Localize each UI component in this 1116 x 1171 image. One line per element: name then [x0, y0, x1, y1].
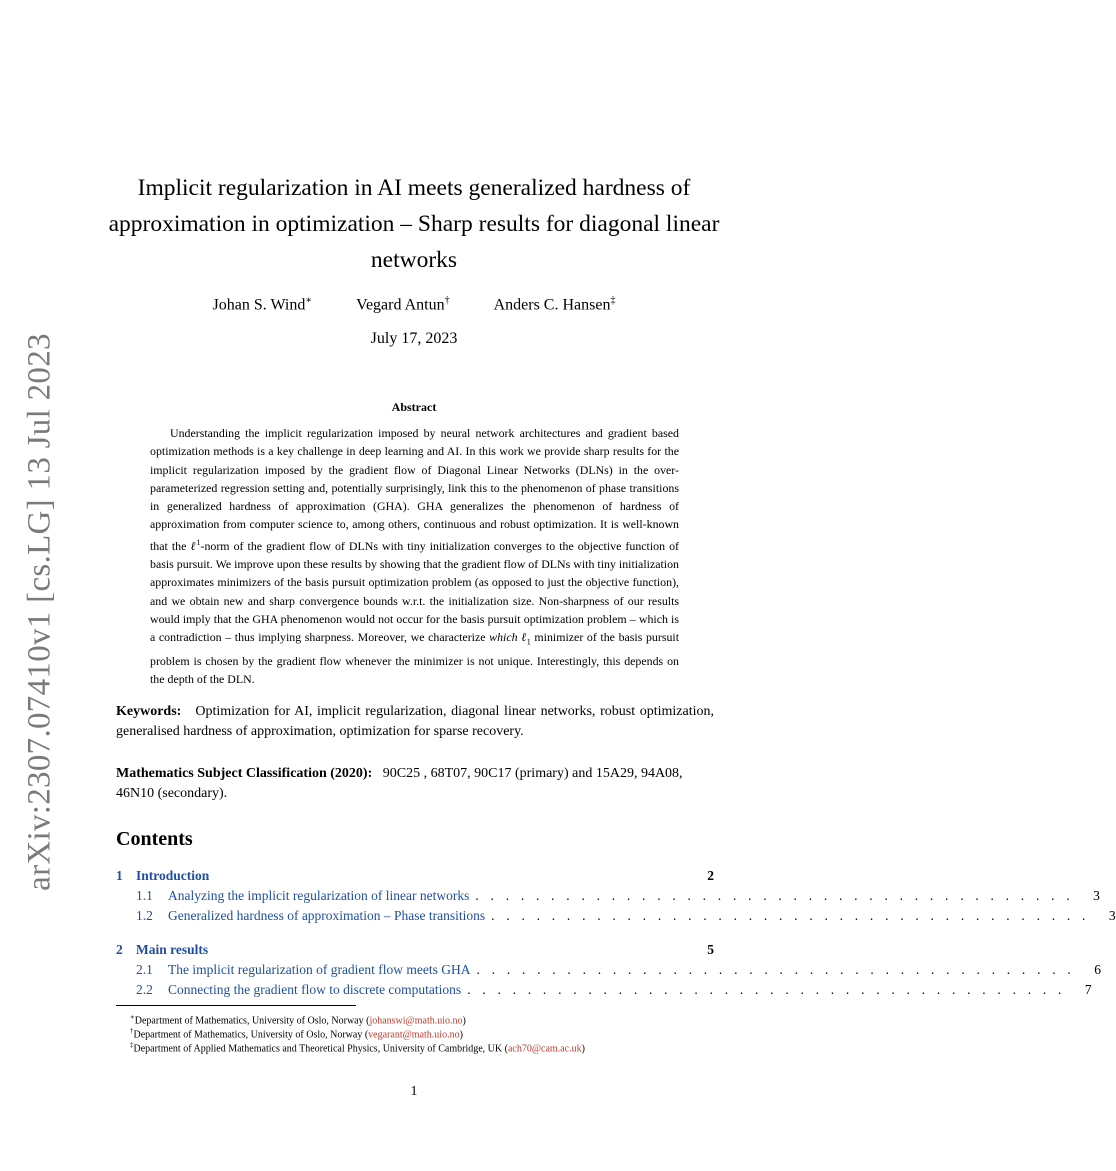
footnote	[130, 1038, 585, 1056]
contents-heading: Contents	[116, 828, 193, 850]
author-name: Vegard Antun	[356, 296, 445, 314]
emphasis-which: which	[489, 630, 518, 645]
toc-leader-dots: . . . . . . . . . . . . . . . . . . . . . . . . . . . . . . . . . . . . . . . .	[491, 908, 1090, 923]
footnote-mark[interactable]: †	[444, 295, 450, 306]
footnote-mark: ∗	[130, 1013, 135, 1021]
paper-title: Implicit regularization in AI meets generalized hardness of approximation in optimization – Sharp results for diagonal linear networks	[108, 175, 720, 273]
abstract-text	[150, 424, 679, 689]
email-link[interactable]: johanswi@math.uio.no	[369, 1015, 463, 1027]
footnote-text: Department of Mathematics, University of Oslo, Norway (	[134, 1015, 370, 1027]
toc-section-number: 2	[116, 942, 123, 957]
toc-page-number: 3	[1093, 888, 1100, 903]
toc-section-number: 1	[116, 868, 123, 883]
footnote-close: )	[459, 1029, 463, 1041]
toc-subsection-title[interactable]: The implicit regularization of gradient flow meets GHA	[168, 962, 471, 977]
math-ell: ℓ	[521, 630, 527, 645]
author	[494, 295, 616, 314]
toc-subsection-number: 1.1	[136, 888, 153, 903]
toc-section-title[interactable]: Main results	[136, 942, 209, 957]
math-subscript: 1	[526, 637, 531, 647]
email-link[interactable]: vegarant@math.uio.no	[368, 1029, 460, 1041]
author-name: Johan S. Wind	[212, 296, 306, 314]
footnote-close: )	[462, 1015, 466, 1027]
author	[213, 295, 313, 314]
toc-page-number: 6	[1094, 962, 1101, 977]
keywords-label: Keywords:	[116, 704, 182, 719]
author-name: Anders C. Hansen	[493, 296, 611, 314]
footnote-mark: †	[130, 1027, 134, 1035]
keywords-text: Optimization for AI, implicit regularization, diagonal linear networks, robust optimization, generalised hardness of approximation, optimization for sparse recovery.	[116, 704, 715, 739]
footnote-close: )	[581, 1043, 585, 1055]
toc-page-number: 5	[707, 942, 714, 957]
abstract-part: Understanding the implicit regularization imposed by neural network architectures and gradient based optimization methods is a key challenge in deep learning and AI. In this work we provide sharp results for the implicit regularization imposed by the gradient flow of Diagonal Linear Networks (DLNs) in the over-parameterized regression setting and, potentially surprisingly, link this to the phenomenon of phase transitions in generalized hardness of approximation (GHA). GHA generalizes the phenomenon of hardness of approximation from computer science to, among others, continuous and robust optimization. It is well-known that the	[150, 426, 679, 553]
toc-leader-dots: . . . . . . . . . . . . . . . . . . . . . . . . . . . . . . . . . . . . . . . .	[467, 982, 1066, 997]
keywords	[116, 702, 714, 742]
footnote-divider	[116, 1005, 356, 1006]
email-link[interactable]: ach70@cam.ac.uk	[507, 1043, 582, 1055]
toc-section-introduction[interactable]	[116, 868, 714, 886]
toc-subsection[interactable]	[136, 982, 1092, 1000]
toc-leader-dots: . . . . . . . . . . . . . . . . . . . . . . . . . . . . . . . . . . . . . . . .	[476, 962, 1075, 977]
toc-page-number: 3	[1108, 908, 1116, 923]
toc-subsection-title[interactable]: Connecting the gradient flow to discrete computations	[168, 982, 462, 997]
toc-page-number: 2	[707, 868, 714, 883]
footnote-text: Department of Mathematics, University of Oslo, Norway (	[133, 1029, 369, 1041]
footnote-mark: ‡	[130, 1041, 134, 1049]
footnote-mark[interactable]: ∗	[305, 295, 313, 306]
arxiv-identifier-stamp: arXiv:2307.07410v1 [cs.LG] 13 Jul 2023	[21, 333, 58, 891]
author-list	[100, 295, 728, 314]
toc-subsection-number: 2.2	[136, 982, 153, 997]
footnote-text: Department of Applied Mathematics and Theoretical Physics, University of Cambridge, UK (	[133, 1043, 508, 1055]
footnote-mark[interactable]: ‡	[610, 295, 616, 306]
toc-subsection[interactable]	[136, 888, 1100, 906]
toc-subsection-title[interactable]: Analyzing the implicit regularization of linear networks	[168, 888, 470, 903]
toc-page-number: 7	[1084, 982, 1092, 997]
toc-subsection[interactable]	[136, 962, 1101, 980]
toc-subsection-title[interactable]: Generalized hardness of approximation – Phase transitions	[168, 908, 486, 923]
toc-section-title[interactable]: Introduction	[136, 868, 210, 883]
page-number: 1	[410, 1084, 418, 1099]
abstract-part: minimizer of the basis pursuit problem is chosen by the gradient flow whenever the minimizer is not unique. Interestingly, this depends on the depth of the DLN.	[150, 630, 679, 687]
abstract-heading: Abstract	[391, 400, 437, 414]
msc-label: Mathematics Subject Classification (2020):	[116, 766, 373, 781]
author	[356, 295, 449, 314]
msc-text: 90C25 , 68T07, 90C17 (primary) and 15A29, 94A08, 46N10 (secondary).	[116, 766, 683, 801]
toc-subsection-number: 1.2	[136, 908, 153, 923]
toc-subsection-number: 2.1	[136, 962, 153, 977]
math-ell: ℓ	[190, 538, 197, 553]
toc-leader-dots: . . . . . . . . . . . . . . . . . . . . . . . . . . . . . . . . . . . . . . . .	[475, 888, 1074, 903]
subject-classification	[116, 764, 714, 804]
math-superscript: 1	[196, 537, 201, 547]
toc-subsection[interactable]	[136, 908, 1116, 926]
publication-date: July 17, 2023	[370, 330, 458, 347]
abstract-part: -norm of the gradient flow of DLNs with tiny initialization converges to the objective function of basis pursuit. We improve upon these results by showing that the gradient flow of DLNs with tiny initialization approximates minimizers of the basis pursuit optimization problem (as opposed to just the objective function), and we obtain new and sharp convergence bounds w.r.t. the initialization size. Non-sharpness of our results would imply that the GHA phenomenon would not occur for the basis pursuit optimization problem – which is a contradiction – thus implying sharpness. Moreover, we characterize	[150, 538, 679, 645]
toc-section-main-results[interactable]	[116, 942, 714, 960]
